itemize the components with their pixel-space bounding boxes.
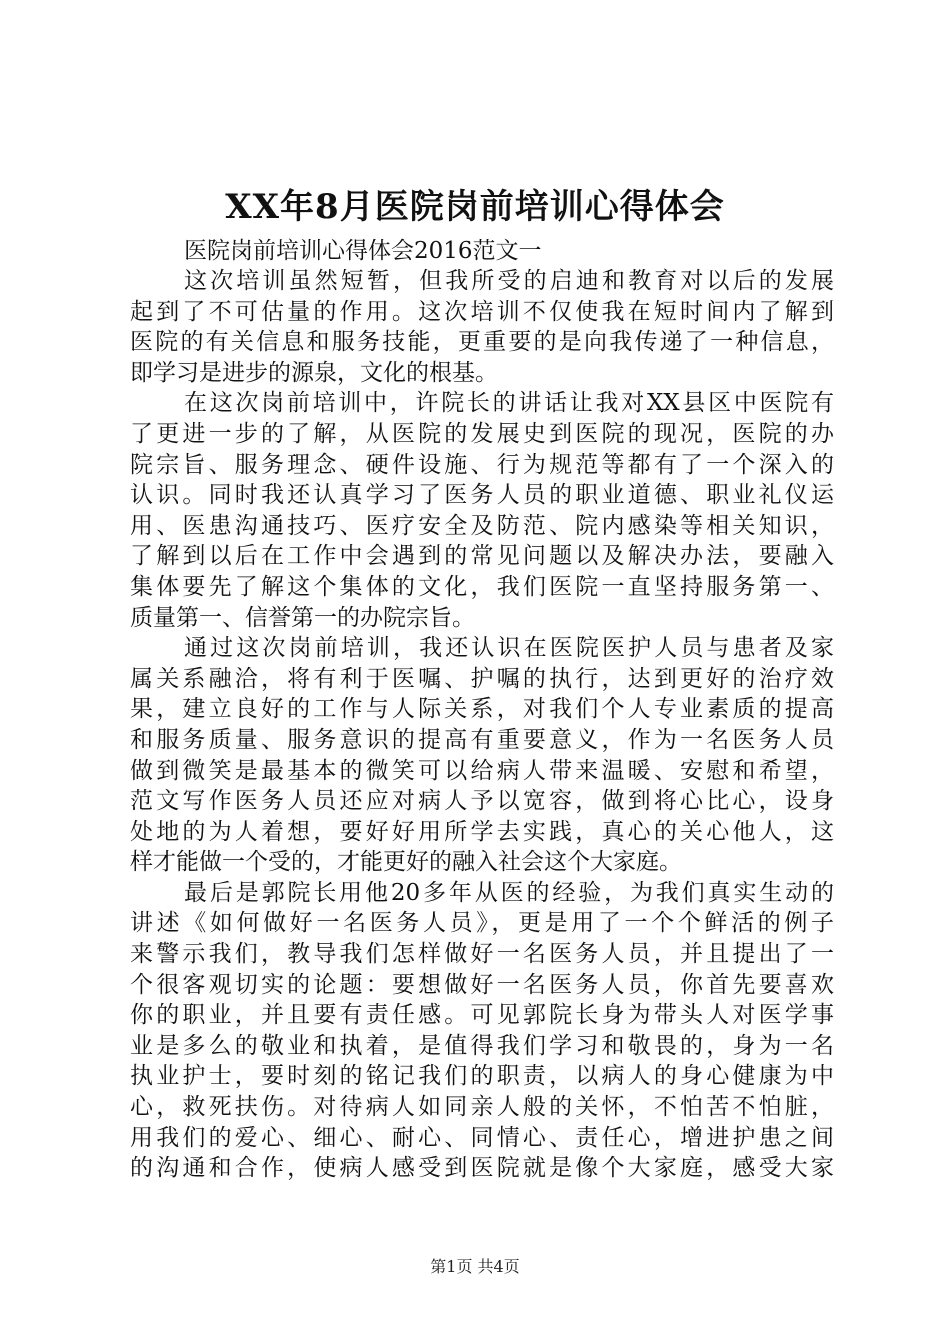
- text-line: 和服务质量、服务意识的提高有重要意义，作为一名医务人员: [130, 726, 834, 753]
- text-line: 的沟通和合作，使病人感受到医院就是像个大家庭，感受大家: [130, 1155, 834, 1182]
- paragraph-2: [130, 388, 834, 633]
- text-line: 来警示我们，教导我们怎样做好一名医务人员，并且提出了一: [130, 941, 834, 968]
- page-footer: 第1页 共4页: [430, 1257, 520, 1276]
- text-line: 处地的为人着想，要好好用所学去实践，真心的关心他人，这: [130, 818, 834, 845]
- text-line: 果，建立良好的工作与人际关系，对我们个人专业素质的提高: [130, 696, 834, 723]
- text-line: 讲述《如何做好一名医务人员》，更是用了一个个鲜活的例子: [130, 910, 834, 937]
- paragraph-4: [130, 878, 834, 1184]
- text-line: 这次培训虽然短暂，但我所受的启迪和教育对以后的发展: [184, 268, 834, 294]
- text-line: 心，救死扶伤。对待病人如同亲人般的关怀，不怕苦不怕脏，: [130, 1094, 834, 1121]
- text-line: 了解到以后在工作中会遇到的常见问题以及解决办法，要融入: [130, 543, 834, 570]
- text-line: 医院的有关信息和服务技能，更重要的是向我传递了一种信息，: [130, 329, 834, 356]
- text-line: 最后是郭院长用他20多年从医的经验，为我们真实生动的: [184, 879, 834, 906]
- text-line: 即学习是进步的源泉，文化的根基。: [130, 359, 498, 386]
- text-line: 通过这次岗前培训，我还认识在医院医护人员与患者及家: [184, 635, 834, 662]
- text-line: 用、医患沟通技巧、医疗安全及防范、院内感染等相关知识，: [130, 512, 834, 539]
- text-line: 样才能做一个受的，才能更好的融入社会这个大家庭。: [130, 849, 682, 876]
- document-subtitle: 医院岗前培训心得体会2016范文一: [184, 238, 542, 264]
- text-line: 你的职业，并且要有责任感。可见郭院长身为带头人对医学事: [130, 1002, 834, 1029]
- text-line: 范文写作医务人员还应对病人予以宽容，做到将心比心，设身: [130, 788, 834, 815]
- text-line: 集体要先了解这个集体的文化，我们医院一直坚持服务第一、: [130, 573, 834, 600]
- text-line: 个很客观切实的论题：要想做好一名医务人员，你首先要喜欢: [130, 971, 834, 998]
- text-line: 认识。同时我还认真学习了医务人员的职业道德、职业礼仪运: [130, 482, 834, 509]
- document-body: [130, 236, 834, 1184]
- text-line: 做到微笑是最基本的微笑可以给病人带来温暖、安慰和希望，: [130, 757, 834, 784]
- text-line: 执业护士，要时刻的铭记我们的职责，以病人的身心健康为中: [130, 1063, 834, 1090]
- paragraph-1: [130, 266, 834, 388]
- text-line: 业是多么的敬业和执着，是值得我们学习和敬畏的，身为一名: [130, 1032, 834, 1059]
- text-line: 了更进一步的了解，从医院的发展史到医院的现况，医院的办: [130, 420, 834, 447]
- text-line: 院宗旨、服务理念、硬件设施、行为规范等都有了一个深入的: [130, 451, 834, 478]
- paragraph-3: [130, 633, 834, 878]
- text-line: 在这次岗前培训中，许院长的讲话让我对XX县区中医院有: [184, 390, 834, 417]
- text-line: 用我们的爱心、细心、耐心、同情心、责任心，增进护患之间: [130, 1124, 834, 1151]
- text-line: 属关系融洽，将有利于医嘱、护嘱的执行，达到更好的治疗效: [130, 665, 834, 692]
- document-title: XX年8月医院岗前培训心得体会: [225, 187, 725, 227]
- text-line: 质量第一、信誉第一的办院宗旨。: [130, 604, 475, 631]
- text-line: 起到了不可估量的作用。这次培训不仅使我在短时间内了解到: [130, 298, 834, 325]
